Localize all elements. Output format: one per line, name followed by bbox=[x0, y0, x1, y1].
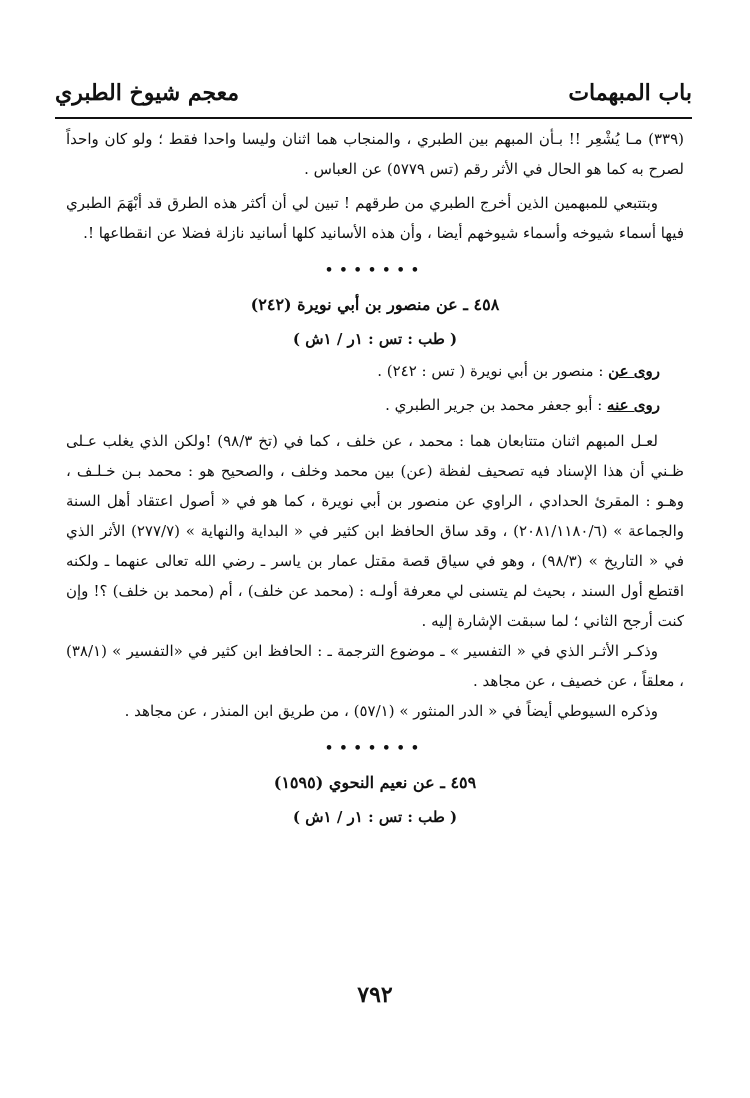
paragraph-mubhamin: وبتتبعي للمبهمين الذين أخرج الطبري من طرقهم ! تبين لي أن أكثر هذه الطرق قد أبْهَمَ الطبري فيها أسماء شيوخه وأسماء شيوخهم أيضا ، وأن هذه الأسانيد كلها أسانيد نازلة فضلا عن انقطاعها !. bbox=[66, 194, 684, 242]
header-rule bbox=[55, 117, 692, 119]
paragraph-tafsir: وذكـر الأثـر الذي في « التفسير » ـ موضوع الترجمة ـ : الحافظ ابن كثير في «التفسير » (٣٨/١) ، معلقاً ، عن خصيف ، عن مجاهد . bbox=[66, 642, 684, 690]
page-number: ٧٩٢ bbox=[357, 982, 393, 1008]
section-separator: ••••••• bbox=[324, 263, 426, 278]
entry-459-title: ٤٥٩ ـ عن نعيم النحوي (١٥٩٥) bbox=[273, 773, 477, 792]
entry-458-rawa-an bbox=[66, 356, 684, 386]
paragraph-339: (٣٣٩) مـا يُشْعِر !! بـأن المبهم بين الطبري ، والمنجاب هما اثنان وليسا واحدا فقط ؛ ولو كان واحداً لصرح به كما هو الحال في الأثر رقم (تس ٥٧٧٩) عن العباس . bbox=[66, 130, 684, 178]
rawa-anhu-text: : أبو جعفر محمد بن جرير الطبري . bbox=[385, 396, 603, 414]
chapter-title: باب المبهمات bbox=[568, 80, 692, 106]
rawa-anhu-label: روى عنه bbox=[607, 396, 660, 414]
paragraph-suyuti: وذكره السيوطي أيضاً في « الدر المنثور » (٥٧/١) ، من طريق ابن المنذر ، عن مجاهد . bbox=[124, 702, 658, 720]
entry-458-title: ٤٥٨ ـ عن منصور بن أبي نويرة (٢٤٢) bbox=[250, 295, 500, 314]
book-title: معجم شيوخ الطبري bbox=[55, 80, 240, 106]
section-separator: ••••••• bbox=[324, 741, 426, 756]
entry-458-code: ( طب : تس : ١ر / ١ش ) bbox=[292, 330, 458, 348]
entry-459-code: ( طب : تس : ١ر / ١ش ) bbox=[292, 808, 458, 826]
rawa-an-label: روى عن bbox=[608, 362, 660, 380]
paragraph-discussion: لعـل المبهم اثنان متتابعان هما : محمد ، عن خلف ، كما في (تخ ٩٨/٣) !ولكن الذي يغلب عـلى ظـني أن هذا الإسناد فيه تصحيف لفظة (عن) بين محمد وخلف ، والصحيح هو : محمد بـن خـلـف ، وهـو : المقرئ الحدادي ، الراوي عن منصور بن أبي نويرة ، كما هو في « أصول اعتقاد أهل السنة والجماعة » (٢٠٨١/١١٨٠/٦) ، وقد ساق الحافظ ابن كثير في « البداية والنهاية » (٢٧٧/٧) الأثر الذي في « التاريخ » (٩٨/٣) ، وهو في سياق قصة مقتل عمار بن ياسر ـ رضي الله تعالى عنهما ـ ولكنه اقتطع أول السند ، بحيث لم يتسنى لي معرفة أولـه : (محمد عن خلف) ، أم (محمد بن خلف) ؟! وإن كنت أرجح الثاني ؛ لما سبقت الإشارة إليه . bbox=[66, 432, 685, 630]
rawa-an-text: : منصور بن أبي نويرة ( تس : ٢٤٢) . bbox=[377, 362, 604, 380]
page-body bbox=[66, 124, 684, 834]
running-header bbox=[55, 80, 692, 116]
entry-458-rawa-anhu bbox=[66, 390, 684, 420]
